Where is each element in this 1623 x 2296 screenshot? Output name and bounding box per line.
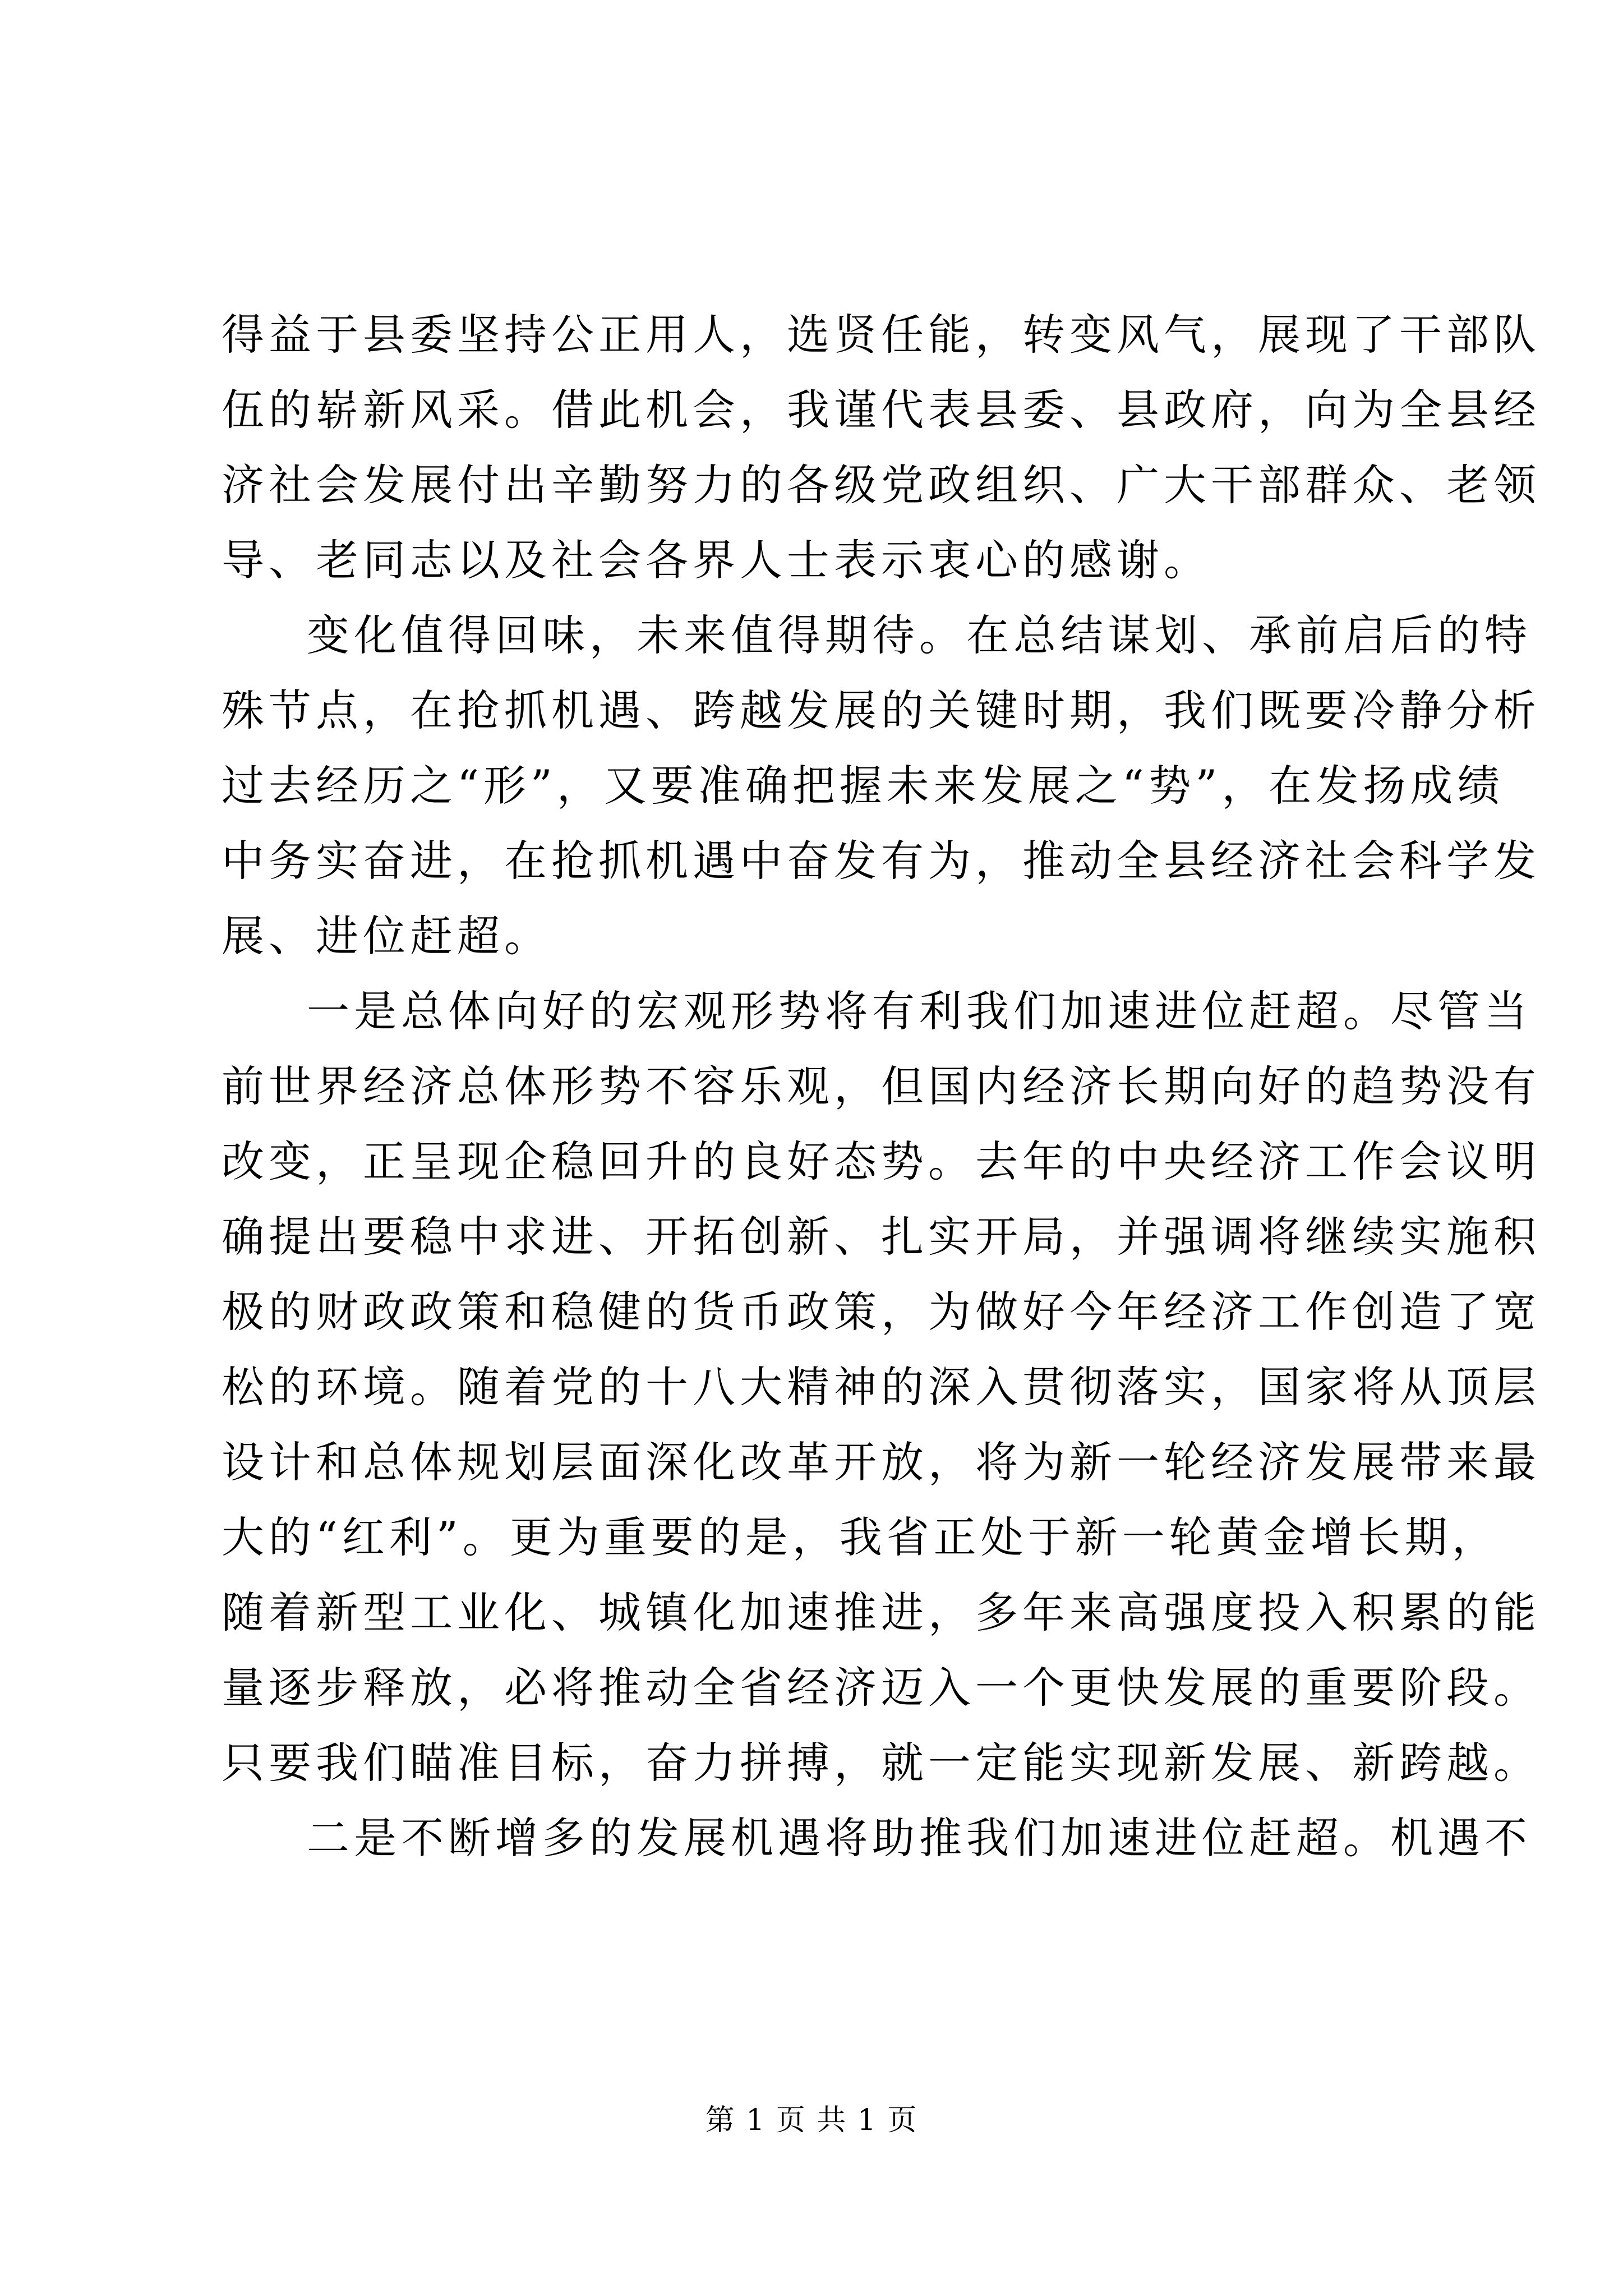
paragraph-3-line-2: 前世界经济总体形势不容乐观，但国内经济长期向好的趋势没有 bbox=[222, 1061, 1541, 1111]
paragraph-3-line-11: 只要我们瞄准目标，奋力拼搏，就一定能实现新发展、新跨越。 bbox=[222, 1738, 1541, 1788]
paragraph-1-line-1: 得益于县委坚持公正用人，选贤任能，转变风气，展现了干部队 bbox=[222, 310, 1541, 360]
paragraph-1-line-2: 伍的崭新风采。借此机会，我谨代表县委、县政府，向为全县经 bbox=[222, 385, 1541, 435]
paragraph-2-line-3: 过去经历之“形”，又要准确把握未来发展之“势”，在发扬成绩 bbox=[222, 761, 1505, 811]
paragraph-3-line-4: 确提出要稳中求进、开拓创新、扎实开局，并强调将继续实施积 bbox=[222, 1212, 1541, 1262]
paragraph-2-line-4: 中务实奋进，在抢抓机遇中奋发有为，推动全县经济社会科学发 bbox=[222, 836, 1541, 886]
paragraph-3-line-1: 一是总体向好的宏观形势将有利我们加速进位赶超。尽管当 bbox=[307, 986, 1532, 1036]
paragraph-3-line-8: 大的“红利”。更为重要的是，我省正处于新一轮黄金增长期， bbox=[222, 1512, 1499, 1562]
paragraph-1-line-3: 济社会发展付出辛勤努力的各级党政组织、广大干部群众、老领 bbox=[222, 460, 1541, 510]
page-number-footer: 第 1 页 共 1 页 bbox=[705, 2104, 918, 2137]
paragraph-2-line-5: 展、进位赶超。 bbox=[222, 911, 551, 961]
paragraph-4-line-1: 二是不断增多的发展机遇将助推我们加速进位赶超。机遇不 bbox=[307, 1813, 1532, 1863]
body-text bbox=[222, 297, 1541, 1876]
paragraph-3-line-9: 随着新型工业化、城镇化加速推进，多年来高强度投入积累的能 bbox=[222, 1588, 1541, 1637]
paragraph-3-line-10: 量逐步释放，必将推动全省经济迈入一个更快发展的重要阶段。 bbox=[222, 1663, 1541, 1713]
paragraph-3-line-6: 松的环境。随着党的十八大精神的深入贯彻落实，国家将从顶层 bbox=[222, 1362, 1541, 1412]
paragraph-3-line-5: 极的财政政策和稳健的货币政策，为做好今年经济工作创造了宽 bbox=[222, 1287, 1541, 1337]
paragraph-1-line-4: 导、老同志以及社会各界人士表示衷心的感谢。 bbox=[222, 535, 1211, 585]
paragraph-3-line-3: 改变，正呈现企稳回升的良好态势。去年的中央经济工作会议明 bbox=[222, 1137, 1541, 1186]
paragraph-3-line-7: 设计和总体规划层面深化改革开放，将为新一轮经济发展带来最 bbox=[222, 1437, 1541, 1487]
paragraph-2-line-2: 殊节点，在抢抓机遇、跨越发展的关键时期，我们既要冷静分析 bbox=[222, 685, 1541, 735]
paragraph-2-line-1: 变化值得回味，未来值得期待。在总结谋划、承前启后的特 bbox=[307, 610, 1532, 660]
